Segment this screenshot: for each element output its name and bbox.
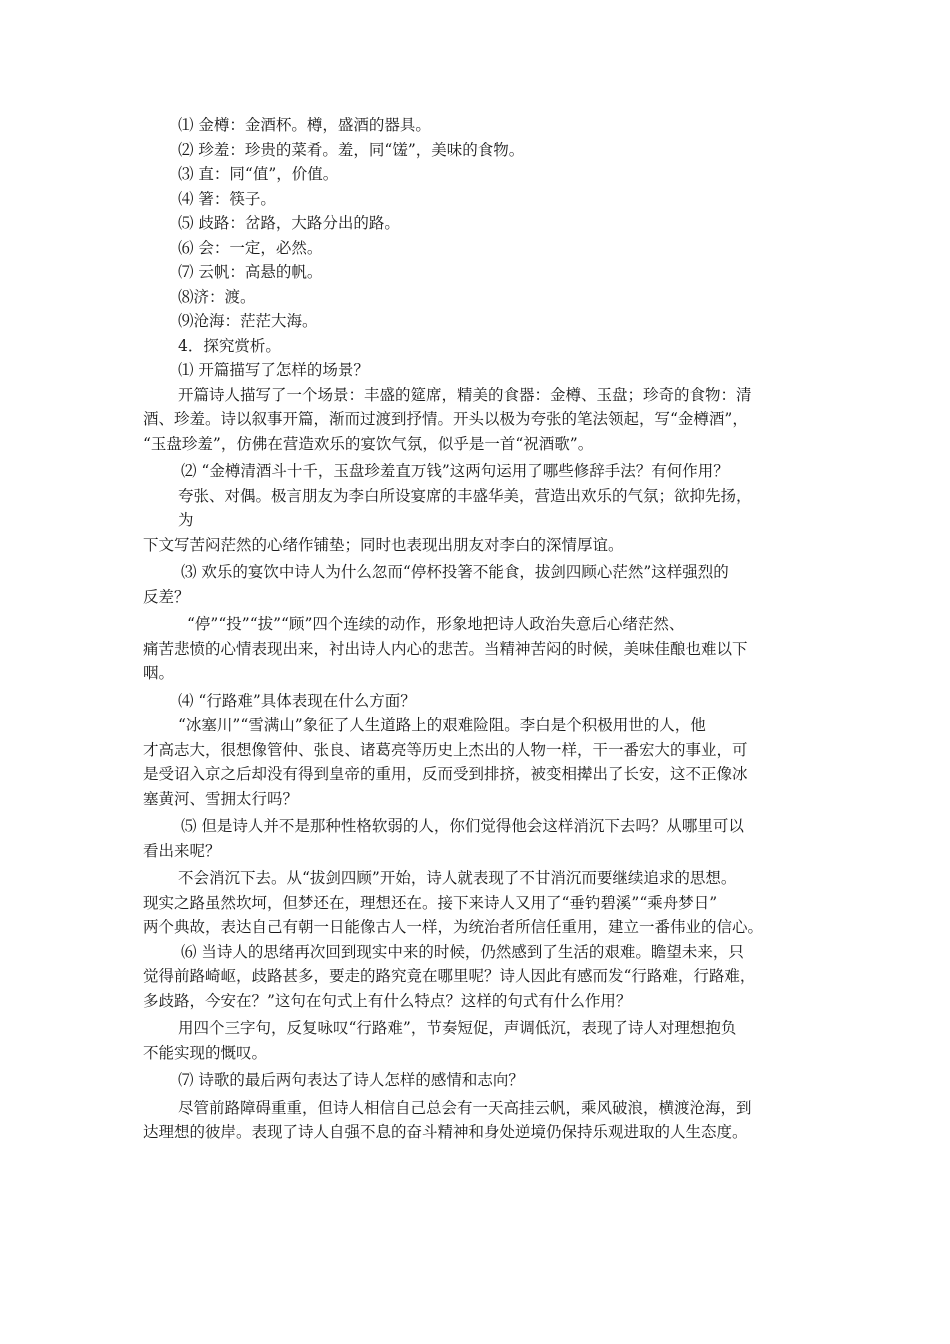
answer-3-line: “停”“投”“拔”“顾”四个连续的动作，形象地把诗人政治失意后心绪茫然、: [187, 615, 685, 633]
answer-5-line: 两个典故，表达自己有朝一日能像古人一样，为统治者所信任重用，建立一番伟业的信心。: [143, 918, 764, 936]
note-8: ⑻济：渡。: [178, 287, 256, 306]
question-5: ⑸ 但是诗人并不是那种性格软弱的人，你们觉得他会这样消沉下去吗？从哪里可以: [181, 817, 744, 835]
question-6-cont: 多歧路，今安在？”这句在句式上有什么特点？这样的句式有什么作用？: [143, 991, 632, 1010]
question-3-cont: 反差？: [143, 587, 190, 606]
answer-4-line: 才高志大，很想像管仲、张良、诸葛亮等历史上杰出的人物一样，干一番宏大的事业，可: [143, 740, 748, 759]
answer-2-line: 下文写苦闷茫然的心绪作铺垫；同时也表现出朋友对李白的深情厚谊。: [143, 535, 624, 554]
answer-4-line: 塞黄河、雪拥太行吗？: [143, 789, 299, 808]
answer-7-line: 达理想的彼岸。表现了诗人自强不息的奋斗精神和身处逆境仍保持乐观进取的人生态度。: [143, 1123, 748, 1141]
question-3: ⑶ 欢乐的宴饮中诗人为什么忽而“停杯投箸不能食，拔剑四顾心茫然”这样强烈的: [181, 563, 729, 581]
answer-5-line: 现实之路虽然坎坷，但梦还在，理想还在。接下来诗人又用了“垂钓碧溪”“乘舟梦日”: [143, 893, 718, 912]
question-6: ⑹ 当诗人的思绪再次回到现实中来的时候，仍然感到了生活的艰难。瞻望未来，只: [181, 942, 744, 961]
question-2: ⑵ “金樽清酒斗十千，玉盘珍羞直万钱”这两句运用了哪些修辞手法？有何作用？: [181, 462, 729, 480]
answer-3-line: 咽。: [143, 664, 175, 682]
answer-1-line: 酒、珍羞。诗以叙事开篇，渐而过渡到抒情。开头以极为夸张的笔法领起，写“金樽酒”，: [143, 410, 748, 428]
section-title: 4．探究赏析。: [178, 336, 281, 355]
answer-2-line: 夸张、对偶。极言朋友为李白所设宴席的丰盛华美，营造出欢乐的气氛；欲抑先扬，: [178, 486, 752, 505]
question-1: ⑴ 开篇描写了怎样的场景？: [178, 361, 369, 379]
note-3: ⑶ 直：同“值”，价值。: [178, 165, 339, 183]
answer-6-line: 用四个三字句，反复咏叹“行路难”，节奏短促，声调低沉，表现了诗人对理想抱负: [178, 1019, 737, 1037]
answer-4-line: “冰塞川”“雪满山”象征了人生道路上的艰难险阻。李白是个积极用世的人，他: [178, 716, 706, 734]
note-4: ⑷ 箸：筷子。: [178, 189, 276, 208]
question-7: ⑺ 诗歌的最后两句表达了诗人怎样的感情和志向？: [178, 1071, 524, 1089]
question-6-cont: 觉得前路崎岖，歧路甚多，要走的路究竟在哪里呢？诗人因此有感而发“行路难，行路难，: [143, 967, 756, 985]
question-5-cont: 看出来呢？: [143, 841, 221, 860]
answer-1-line: “玉盘珍羞”，仿佛在营造欢乐的宴饮气氛，似乎是一首“祝酒歌”。: [143, 434, 594, 453]
answer-7-line: 尽管前路障碍重重，但诗人相信自己总会有一天高挂云帆，乘风破浪，横渡沧海，到: [178, 1098, 752, 1117]
note-6: ⑹ 会：一定，必然。: [178, 238, 323, 257]
note-2: ⑵ 珍羞：珍贵的菜肴。羞，同“馐”，美味的食物。: [178, 140, 525, 159]
answer-3-line: 痛苦悲愤的心情表现出来，衬出诗人内心的悲苦。当精神苦闷的时候，美味佳酿也难以下: [143, 639, 748, 658]
question-4: ⑷ “行路难”具体表现在什么方面？: [178, 691, 416, 710]
note-1: ⑴ 金樽：金酒杯。樽，盛酒的器具。: [178, 116, 431, 134]
document-body: [143, 113, 815, 1145]
answer-1-line: 开篇诗人描写了一个场景：丰盛的筵席，精美的食器：金樽、玉盘；珍奇的食物：清: [178, 385, 752, 404]
note-5: ⑸ 歧路：岔路，大路分出的路。: [178, 214, 400, 232]
note-7: ⑺ 云帆：高悬的帆。: [178, 263, 323, 281]
note-9: ⑼沧海：茫茫大海。: [178, 312, 318, 330]
answer-2-line: 为: [178, 511, 194, 529]
answer-4-line: 是受诏入京之后却没有得到皇帝的重用，反而受到排挤，被变相撵出了长安，这不正像冰: [143, 765, 748, 783]
answer-5-line: 不会消沉下去。从“拔剑四顾”开始，诗人就表现了不甘消沉而要继续追求的思想。: [178, 869, 737, 887]
answer-6-line: 不能实现的慨叹。: [143, 1043, 268, 1062]
